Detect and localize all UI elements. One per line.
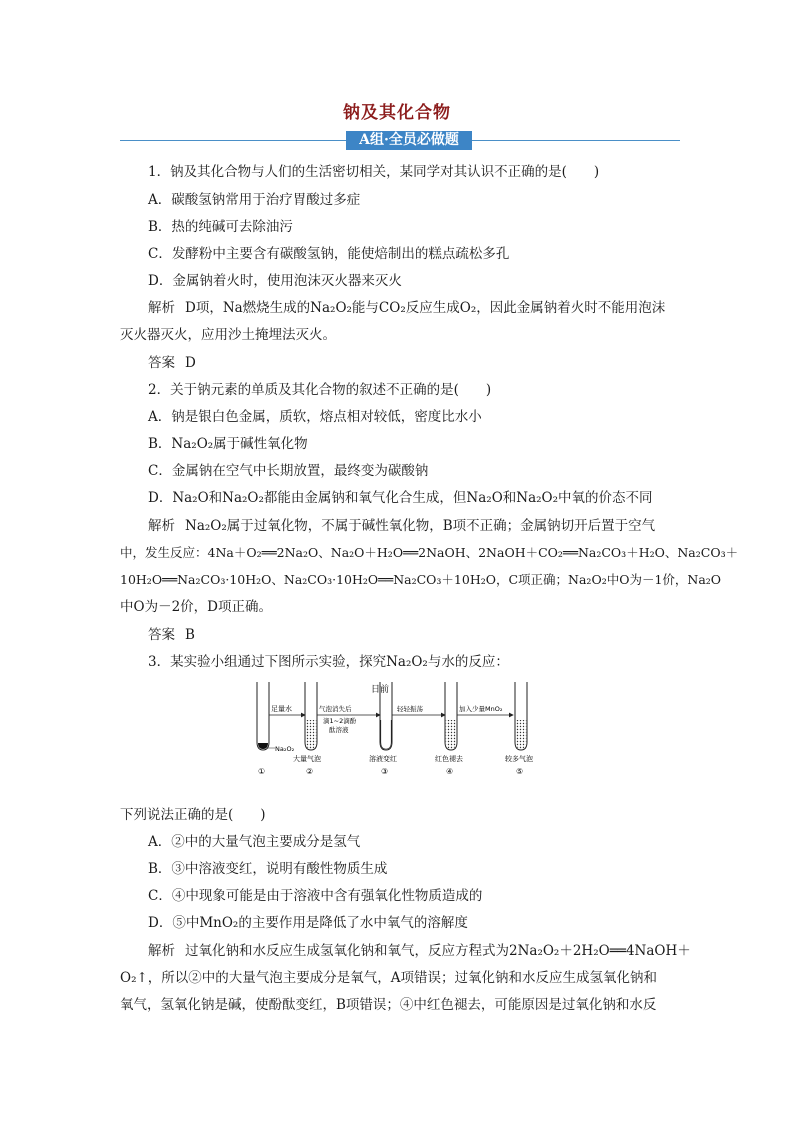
q1-option-a: A．碳酸氢钠常用于治疗胃酸过多症 [148, 192, 361, 208]
label-step4: 加入少量MnO₂ [459, 705, 503, 713]
q1-option-b: B．热的纯碱可去除油污 [148, 219, 293, 235]
q2-answer: B [185, 627, 195, 643]
q2-analysis-line-1 [148, 516, 655, 536]
q3-analysis-text-1: 过氧化钠和水反应生成氢氧化钠和氧气，反应方程式为2Na₂O₂＋2H₂O══4NaOH＋ [185, 943, 691, 959]
q2-answer-label: 答案 [148, 627, 175, 643]
q2-option-c: C．金属钠在空气中长期放置，最终变为碳酸钠 [148, 463, 429, 479]
test-tube-1 [257, 682, 269, 750]
q1-analysis-label: 解析 [148, 300, 175, 316]
caption-5: 较多气泡 [505, 755, 533, 763]
label-step3: 轻轻振荡 [397, 705, 423, 713]
label-step2a: 气泡消失后 [319, 705, 352, 713]
q2-analysis-label: 解析 [148, 518, 175, 534]
q3-analysis-line-1 [148, 941, 691, 961]
q2-option-b: B．Na₂O₂属于碱性氧化物 [148, 436, 308, 452]
q3-prompt: 下列说法正确的是( ) [120, 807, 266, 823]
caption-4: 红色褪去 [435, 755, 463, 763]
label-step2b: 滴1~2滴酚 [323, 717, 357, 725]
q3-option-a: A．②中的大量气泡主要成分是氢气 [148, 834, 361, 850]
q1-analysis-line-2: 灭火器灭火，应用沙土掩埋法灭火。 [120, 327, 336, 343]
q1-analysis-text-1: D项，Na燃烧生成的Na₂O₂能与CO₂反应生成O₂，因此金属钠着火时不能用泡沫 [185, 300, 666, 316]
q2-stem: 2．关于钠元素的单质及其化合物的叙述不正确的是( ) [148, 382, 492, 398]
q3-option-b: B．③中溶液变红，说明有酸性物质生成 [148, 861, 388, 877]
q1-answer-label: 答案 [148, 355, 175, 371]
caption-2: 大量气泡 [293, 755, 321, 763]
page-title: 钠及其化合物 [343, 103, 451, 123]
test-tube-2 [305, 682, 317, 750]
q1-analysis-line-1 [148, 298, 665, 318]
q1-option-d: D．金属钠着火时，使用泡沫灭火器来灭火 [148, 273, 402, 289]
q3-option-c: C．④中现象可能是由于溶液中含有强氧化性物质造成的 [148, 888, 483, 904]
caption-2-num: ② [306, 767, 314, 776]
label-water: 足量水 [271, 705, 292, 713]
q1-answer-line [148, 353, 196, 373]
q3-analysis-line-3: 氧气，氢氧化钠是碱，使酚酞变红，B项错误；④中红色褪去，可能原因是过氧化钠和水反 [120, 997, 657, 1013]
q2-analysis-line-4: 中O为－2价，D项正确。 [120, 599, 272, 615]
q3-option-d: D．⑤中MnO₂的主要作用是降低了水中氧气的溶解度 [148, 915, 468, 931]
q1-option-c: C．发酵粉中主要含有碳酸氢钠，能使焙制出的糕点疏松多孔 [148, 246, 510, 262]
q3-analysis-label: 解析 [148, 943, 175, 959]
label-step2c: 酞溶液 [329, 726, 349, 734]
q2-analysis-line-2: 中，发生反应：4Na＋O₂══2Na₂O、Na₂O＋H₂O══2NaOH、2NaOH＋CO₂══Na₂CO₃＋H₂O、Na₂CO₃＋ [120, 545, 739, 560]
q1-stem: 1．钠及其化合物与人们的生活密切相关，某同学对其认识不正确的是( ) [148, 164, 600, 180]
q2-option-d: D．Na₂O和Na₂O₂都能由金属钠和氧气化合生成，但Na₂O和Na₂O₂中氧的价态不同 [148, 490, 653, 506]
test-tube-4 [445, 682, 457, 750]
q2-answer-line [148, 625, 195, 645]
label-stray: 日前 [371, 685, 390, 695]
caption-3-num: ③ [381, 767, 389, 776]
experiment-figure [255, 680, 535, 780]
q2-analysis-text-1: Na₂O₂属于过氧化物，不属于碱性氧化物，B项不正确；金属钠切开后置于空气 [185, 518, 656, 534]
q3-analysis-line-2: O₂↑，所以②中的大量气泡主要成分是氧气，A项错误；过氧化钠和水反应生成氢氧化钠和 [120, 970, 658, 986]
q2-analysis-line-3: 10H₂O══Na₂CO₃·10H₂O、Na₂CO₃·10H₂O══Na₂CO₃＋10H₂O，C项正确；Na₂O₂中O为－1价，Na₂O [120, 572, 722, 587]
caption-3: 溶液变红 [369, 755, 397, 763]
caption-1: ① [258, 767, 266, 776]
caption-4-num: ④ [446, 767, 454, 776]
q2-option-a: A．钠是银白色金属，质软，熔点相对较低，密度比水小 [148, 409, 482, 425]
group-label: A组·全员必做题 [346, 131, 472, 150]
label-na2o2: Na₂O₂ [275, 745, 295, 753]
q3-stem: 3．某实验小组通过下图所示实验，探究Na₂O₂与水的反应： [148, 654, 509, 670]
caption-5-num: ⑤ [516, 767, 524, 776]
test-tube-5 [515, 682, 527, 750]
q1-answer: D [185, 355, 196, 371]
